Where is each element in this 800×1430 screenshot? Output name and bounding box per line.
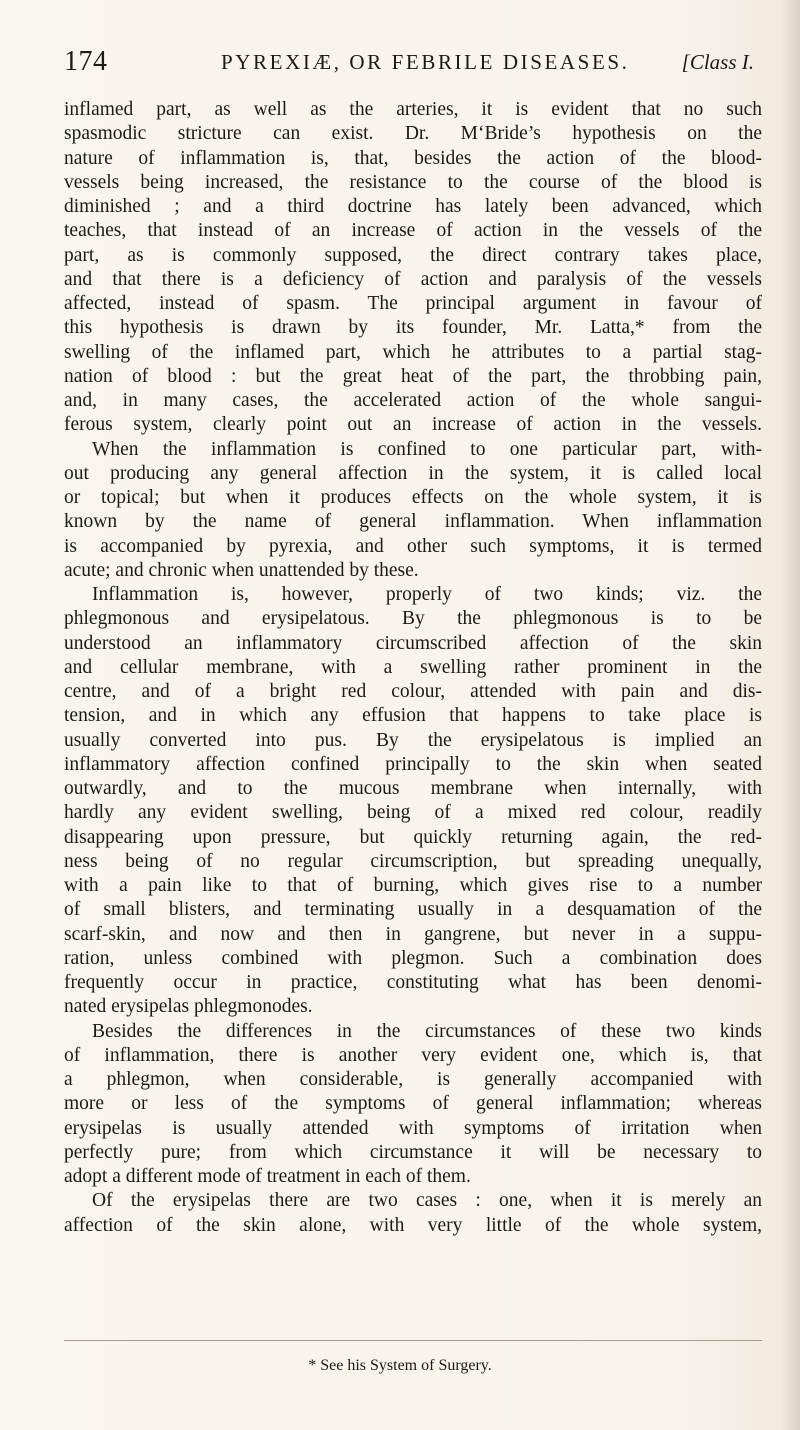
text-line: a phlegmon, when considerable, is generally accompanied with: [64, 1069, 762, 1090]
text-line: affected, instead of spasm. The principal argument in favour of: [64, 293, 762, 314]
text-line: and cellular membrane, with a swelling rather prominent in the: [64, 656, 762, 678]
text-line: affection of the skin alone, with very little of the whole system,: [64, 1214, 762, 1236]
page-header: [64, 46, 754, 82]
text-line: teaches, that instead of an increase of action in the vessels of the: [64, 220, 762, 242]
text-line: with a pain like to that of burning, which gives rise to a number: [64, 875, 762, 896]
text-line: erysipelas is usually attended with symptoms of irritation when: [64, 1117, 762, 1139]
paragraph-start-line: When the inflammation is confined to one particular part, with-: [92, 438, 762, 460]
text-line: or topical; but when it produces effects on the whole system, it is: [64, 487, 762, 508]
page-number: 174: [64, 46, 108, 77]
paragraph-start-line: Of the erysipelas there are two cases : one, when it is merely an: [92, 1190, 762, 1212]
text-line: and, in many cases, the accelerated action of the whole sangui-: [64, 390, 762, 411]
text-line: nature of inflammation is, that, besides the action of the blood-: [64, 147, 762, 169]
paragraph-end-line: acute; and chronic when unattended by these.: [64, 559, 419, 581]
text-line: ration, unless combined with plegmon. Such a combination does: [64, 947, 762, 969]
paragraph-end-line: nated erysipelas phlegmonodes.: [64, 996, 313, 1018]
text-line: of small blisters, and terminating usually in a desquamation of the: [64, 899, 762, 921]
text-line: understood an inflammatory circumscribed affection of the skin: [64, 632, 762, 654]
text-line: is accompanied by pyrexia, and other such symptoms, it is termed: [64, 535, 762, 557]
text-line: tension, and in which any effusion that happens to take place is: [64, 705, 762, 727]
class-label: [Class I.: [681, 50, 754, 74]
text-line: more or less of the symptoms of general inflammation; whereas: [64, 1093, 762, 1115]
footnote-rule: [64, 1340, 762, 1341]
running-head: PYREXIÆ, OR FEBRILE DISEASES.: [221, 50, 630, 74]
paragraph-start-line: Besides the differences in the circumstances of these two kinds: [92, 1020, 762, 1042]
text-line: swelling of the inflamed part, which he attributes to a partial stag-: [64, 341, 762, 363]
text-line: and that there is a deficiency of action and paralysis of the vessels: [64, 268, 762, 290]
text-line: inflammatory affection confined principally to the skin when seated: [64, 753, 762, 775]
text-line: scarf-skin, and now and then in gangrene, but never in a suppu-: [64, 923, 762, 945]
text-line: centre, and of a bright red colour, attended with pain and dis-: [64, 681, 762, 702]
text-line: of inflammation, there is another very evident one, which is, that: [64, 1044, 762, 1066]
text-line: disappearing upon pressure, but quickly returning again, the red-: [64, 826, 762, 848]
text-line: inflamed part, as well as the arteries, it is evident that no such: [64, 99, 762, 120]
text-line: ness being of no regular circumscription, but spreading unequally,: [64, 850, 762, 872]
text-line: vessels being increased, the resistance to the course of the blood is: [64, 171, 762, 193]
page-edge-shadow: [780, 0, 800, 1430]
text-line: perfectly pure; from which circumstance it will be necessary to: [64, 1141, 762, 1163]
text-line: spasmodic stricture can exist. Dr. M‘Bride’s hypothesis on the: [64, 123, 762, 145]
text-line: hardly any evident swelling, being of a mixed red colour, readily: [64, 802, 762, 824]
text-line: known by the name of general inflammation. When inflammation: [64, 511, 762, 533]
text-line: frequently occur in practice, constituting what has been denomi-: [64, 972, 762, 993]
text-line: ferous system, clearly point out an increase of action in the vessels.: [64, 414, 762, 436]
text-line: outwardly, and to the mucous membrane when internally, with: [64, 778, 762, 799]
paragraph-start-line: Inflammation is, however, properly of two kinds; viz. the: [92, 584, 762, 605]
text-line: usually converted into pus. By the erysipelatous is implied an: [64, 729, 762, 751]
text-line: diminished ; and a third doctrine has lately been advanced, which: [64, 196, 762, 217]
footnote: * See his System of Surgery.: [308, 1357, 492, 1374]
text-line: nation of blood : but the great heat of the part, the throbbing pain,: [64, 365, 762, 387]
text-line: part, as is commonly supposed, the direct contrary takes place,: [64, 244, 762, 266]
body-text: [64, 98, 762, 1238]
paragraph-end-line: adopt a different mode of treatment in each of them.: [64, 1166, 471, 1187]
text-line: phlegmonous and erysipelatous. By the phlegmonous is to be: [64, 608, 762, 630]
text-line: out producing any general affection in the system, it is called local: [64, 462, 762, 484]
text-line: this hypothesis is drawn by its founder, Mr. Latta,* from the: [64, 317, 762, 339]
